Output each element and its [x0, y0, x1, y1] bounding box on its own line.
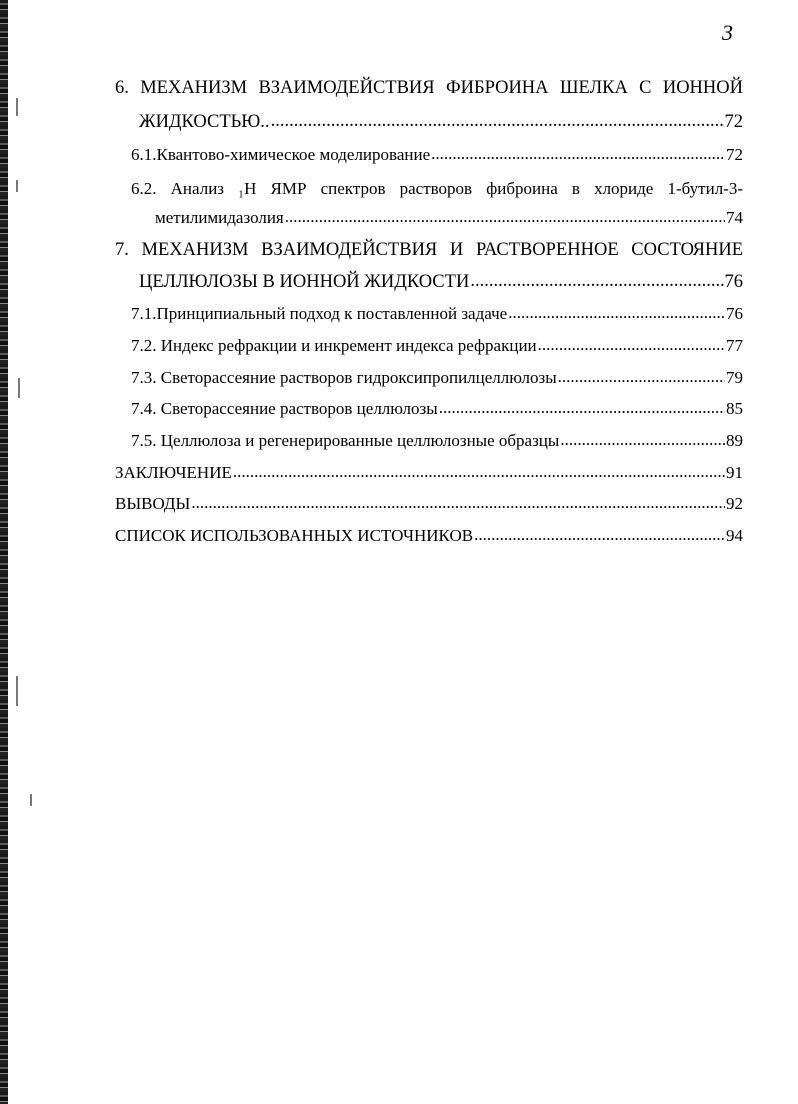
- toc-entry-title: 6.1.Квантово-химическое моделирование: [131, 145, 431, 164]
- toc-entry-page: 74: [726, 208, 743, 227]
- toc-entry-7-1: [131, 302, 743, 326]
- toc-entry-page: 79: [726, 368, 743, 387]
- toc-entry-title: ЗАКЛЮЧЕНИЕ: [115, 463, 232, 482]
- toc-entry-title: 6. МЕХАНИЗМ ВЗАИМОДЕЙСТВИЯ ФИБРОИНА ШЕЛКА С ИОННОЙ: [115, 78, 743, 98]
- toc-entry-findings: [115, 492, 743, 516]
- toc-entry-7-4: [131, 397, 743, 421]
- toc-entry-7-2: [131, 334, 743, 358]
- page-number: 3: [722, 20, 733, 45]
- toc-entry-title: 6.2. Анализ ₁Н ЯМР спектров растворов фиброина в хлориде 1-бутил-3-: [131, 179, 743, 198]
- toc-entry-7-3: [131, 366, 743, 390]
- toc-entry-title: ВЫВОДЫ: [115, 494, 191, 513]
- toc-entry-page: 72: [724, 112, 743, 132]
- dot-leader: [271, 109, 724, 133]
- toc-entry-page: 77: [726, 336, 743, 355]
- toc-entry-title: 7.2. Индекс рефракции и инкремент индекса рефракции: [131, 336, 537, 355]
- dot-leader: [470, 269, 723, 293]
- toc-entry-conclusion: [115, 461, 743, 485]
- dot-leader: [233, 460, 725, 484]
- toc-entry-page: 76: [726, 304, 743, 323]
- toc-entry-7-5: [131, 429, 743, 453]
- toc-entry-page: 76: [724, 272, 743, 292]
- toc-entry-title: 7. МЕХАНИЗМ ВЗАИМОДЕЙСТВИЯ И РАСТВОРЕННОЕ СОСТОЯНИЕ: [115, 240, 743, 260]
- toc-entry-title: 7.3. Светорассеяние растворов гидроксипропилцеллюлозы: [131, 368, 557, 387]
- dot-leader: [508, 301, 725, 325]
- toc-entry-page: 72: [726, 145, 743, 164]
- dot-leader: [439, 396, 725, 420]
- toc-entry-page: 91: [726, 463, 743, 482]
- toc-entry-title: 7.1.Принципиальный подход к поставленной задаче: [131, 304, 508, 323]
- dot-leader: [431, 142, 725, 166]
- dot-leader: [560, 428, 725, 452]
- toc-entry-6-2-line2: [155, 206, 743, 230]
- toc-entry-ch6-line1: [115, 76, 743, 100]
- dot-leader: [474, 523, 725, 547]
- toc-entry-title: ЖИДКОСТЬЮ..: [139, 112, 270, 132]
- toc-entry-title: 7.5. Целлюлоза и регенерированные целлюлозные образцы: [131, 431, 560, 450]
- toc-entry-title: ЦЕЛЛЮЛОЗЫ В ИОННОЙ ЖИДКОСТИ: [139, 272, 470, 292]
- toc-entry-page: 92: [726, 494, 743, 513]
- toc-entry-page: 94: [726, 526, 743, 545]
- toc-entry-ch7-line1: [115, 238, 743, 262]
- toc-entry-title: СПИСОК ИСПОЛЬЗОВАННЫХ ИСТОЧНИКОВ: [115, 526, 474, 545]
- toc-entry-references: [115, 524, 743, 548]
- toc-entry-page: 89: [726, 431, 743, 450]
- toc-entry-title: метилимидазолия: [155, 208, 284, 227]
- toc-entry-ch6-line2: [139, 110, 743, 134]
- toc-entry-6-2-line1: [131, 177, 743, 201]
- toc-entry-page: 85: [726, 399, 743, 418]
- toc-entry-title: 7.4. Светорассеяние растворов целлюлозы: [131, 399, 438, 418]
- dot-leader: [538, 333, 725, 357]
- toc-entry-6-1: [131, 143, 743, 167]
- dot-leader: [191, 491, 725, 515]
- toc-entry-ch7-line2: [139, 270, 743, 294]
- dot-leader: [285, 205, 725, 229]
- dot-leader: [558, 365, 725, 389]
